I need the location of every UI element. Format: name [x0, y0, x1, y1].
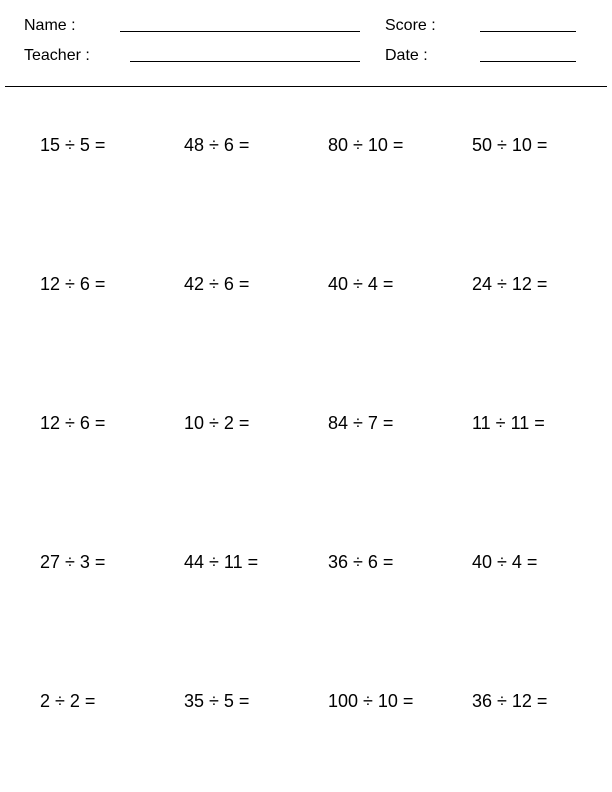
problem-item: 11 ÷ 11 = — [472, 413, 545, 433]
problem-item: 12 ÷ 6 = — [40, 274, 106, 294]
problem-item: 48 ÷ 6 = — [184, 135, 250, 155]
problem-item: 36 ÷ 12 = — [472, 691, 548, 711]
problem-item: 35 ÷ 5 = — [184, 691, 250, 711]
teacher-blank-line — [130, 61, 360, 62]
problem-item: 40 ÷ 4 = — [472, 552, 538, 572]
problem-item: 2 ÷ 2 = — [40, 691, 96, 711]
name-blank-line — [120, 31, 360, 32]
date-blank-line — [480, 61, 576, 62]
header-divider — [5, 86, 607, 87]
date-label: Date : — [385, 47, 428, 64]
problem-item: 50 ÷ 10 = — [472, 135, 548, 155]
problem-item: 36 ÷ 6 = — [328, 552, 394, 572]
problem-item: 84 ÷ 7 = — [328, 413, 394, 433]
problem-item: 42 ÷ 6 = — [184, 274, 250, 294]
score-blank-line — [480, 31, 576, 32]
problem-item: 80 ÷ 10 = — [328, 135, 404, 155]
problem-item: 24 ÷ 12 = — [472, 274, 548, 294]
problem-item: 40 ÷ 4 = — [328, 274, 394, 294]
problem-item: 27 ÷ 3 = — [40, 552, 106, 572]
teacher-label: Teacher : — [24, 47, 90, 64]
name-label: Name : — [24, 17, 76, 34]
problem-item: 15 ÷ 5 = — [40, 135, 106, 155]
score-label: Score : — [385, 17, 436, 34]
problem-item: 100 ÷ 10 = — [328, 691, 414, 711]
problem-item: 10 ÷ 2 = — [184, 413, 250, 433]
problem-item: 12 ÷ 6 = — [40, 413, 106, 433]
problem-item: 44 ÷ 11 = — [184, 552, 259, 572]
